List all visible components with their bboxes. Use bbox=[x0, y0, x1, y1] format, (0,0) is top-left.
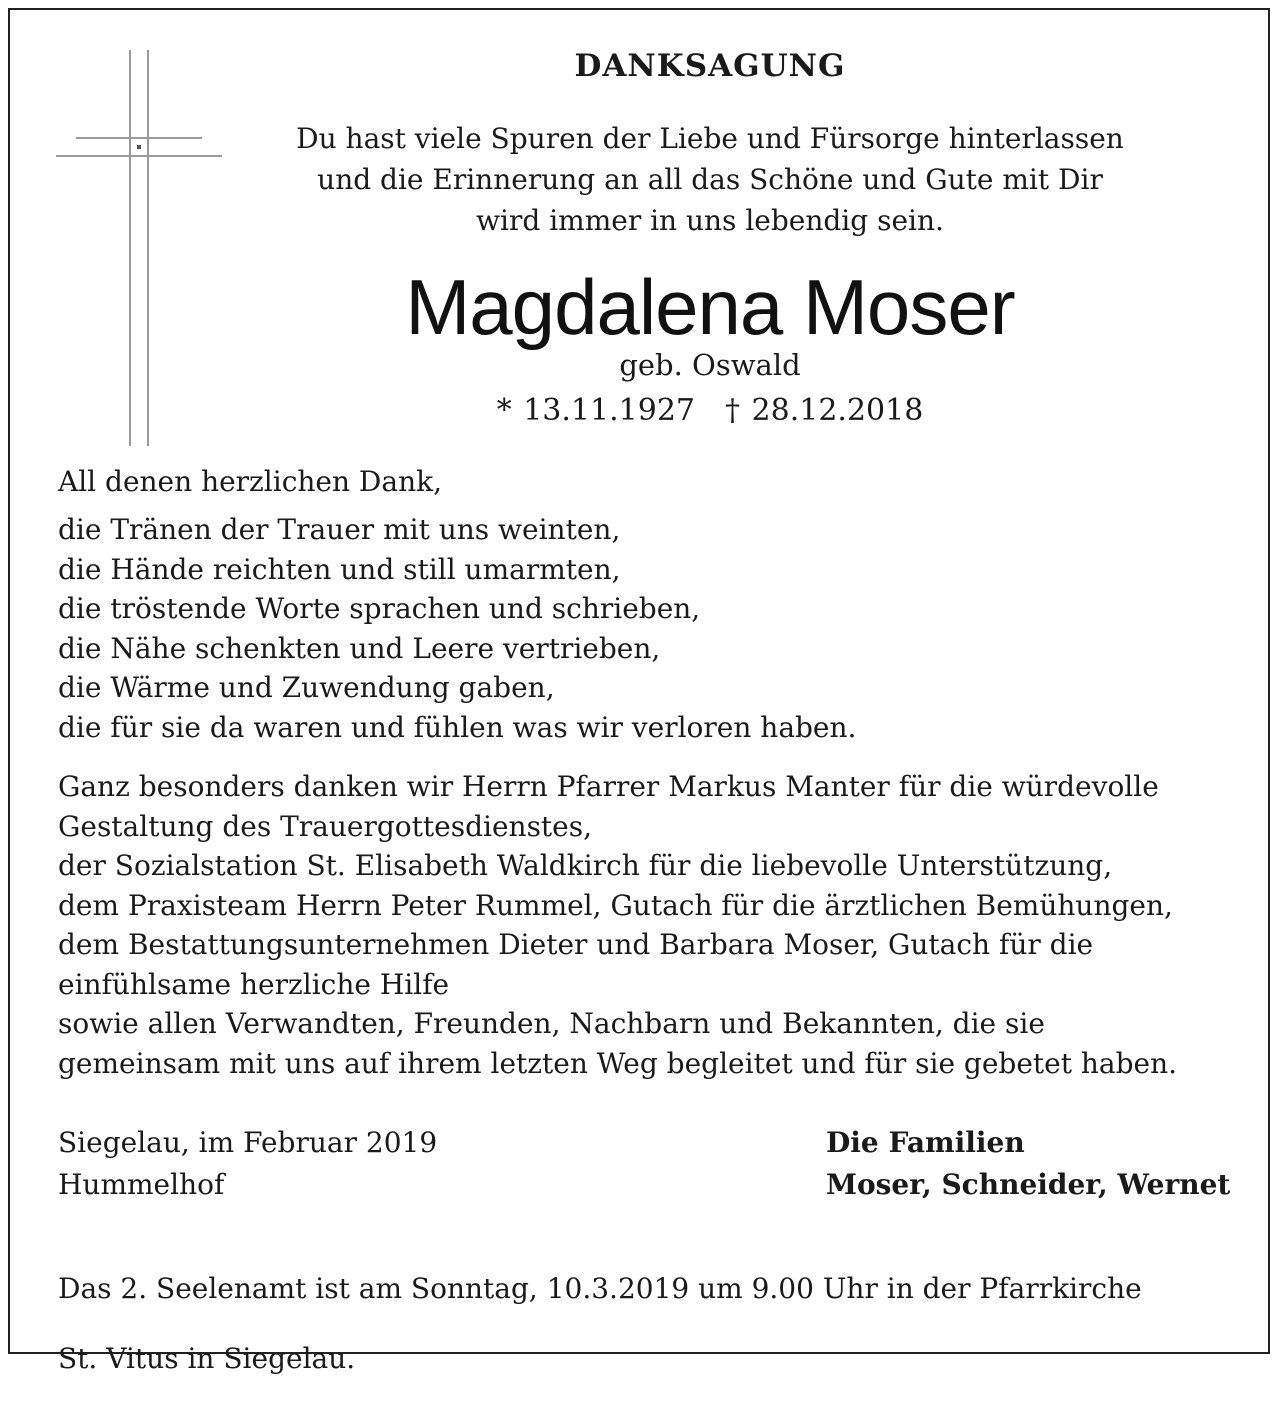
special-thanks-line: sowie allen Verwandten, Freunden, Nachbarn und Bekannten, die sie bbox=[58, 1007, 1045, 1040]
notice-title: DANKSAGUNG bbox=[574, 48, 846, 84]
thanks-line: die Tränen der Trauer mit uns weinten, bbox=[58, 513, 621, 546]
footer-line: Das 2. Seelenamt ist am Sonntag, 10.3.2019 um 9.00 Uhr in der Pfarrkirche bbox=[58, 1272, 1142, 1305]
special-thanks bbox=[58, 767, 1238, 1083]
thanks-line: die Wärme und Zuwendung gaben, bbox=[58, 671, 555, 704]
thanks-line: die Nähe schenkten und Leere vertrieben, bbox=[58, 631, 661, 665]
signature-families: Moser, Schneider, Wernet bbox=[826, 1168, 1231, 1201]
thanks-line: die Hände reichten und still umarmten, bbox=[58, 552, 621, 586]
special-thanks-line: Gestaltung des Trauergottesdienstes, bbox=[58, 809, 593, 843]
life-dates bbox=[250, 393, 1170, 428]
motto bbox=[250, 118, 1170, 241]
birth-name: geb. Oswald bbox=[619, 348, 801, 382]
deceased-name: Magdalena Moser bbox=[405, 263, 1015, 351]
thanks-line: die tröstende Worte sprachen und schrieben, bbox=[58, 592, 701, 625]
footer-line: St. Vitus in Siegelau. bbox=[58, 1342, 356, 1375]
signature-line: Die Familien bbox=[826, 1126, 1025, 1159]
place-line: Hummelhof bbox=[58, 1168, 225, 1201]
place-date-line: Siegelau, im Februar 2019 bbox=[58, 1126, 438, 1159]
special-thanks-line: der Sozialstation St. Elisabeth Waldkirch für die liebevolle Unterstützung, bbox=[58, 849, 1113, 882]
thanks-intro bbox=[58, 462, 1238, 502]
intro-line: All denen herzlichen Dank, bbox=[58, 465, 442, 498]
memorial-mass-notice bbox=[58, 1240, 1238, 1408]
death-date: † 28.12.2018 bbox=[725, 393, 924, 428]
special-thanks-line: dem Praxisteam Herrn Peter Rummel, Gutach für die ärztlichen Bemühungen, bbox=[58, 888, 1173, 922]
special-thanks-line: einfühlsame herzliche Hilfe bbox=[58, 967, 450, 1001]
thanks-line: die für sie da waren und fühlen was wir verloren haben. bbox=[58, 710, 857, 744]
special-thanks-line: gemeinsam mit uns auf ihrem letzten Weg begleitet und für sie gebetet haben. bbox=[58, 1046, 1178, 1080]
motto-line: Du hast viele Spuren der Liebe und Fürsorge hinterlassen bbox=[296, 122, 1124, 155]
motto-line: wird immer in uns lebendig sein. bbox=[476, 204, 944, 237]
motto-line: und die Erinnerung an all das Schöne und Gute mit Dir bbox=[317, 163, 1103, 196]
thanks-list bbox=[58, 510, 1238, 747]
special-thanks-line: Ganz besonders danken wir Herrn Pfarrer Markus Manter für die würdevolle bbox=[58, 770, 1159, 803]
cross-icon bbox=[56, 50, 222, 446]
special-thanks-line: dem Bestattungsunternehmen Dieter und Barbara Moser, Gutach für die bbox=[58, 928, 1094, 961]
birth-date: * 13.11.1927 bbox=[496, 393, 695, 428]
signature bbox=[826, 1122, 1230, 1206]
